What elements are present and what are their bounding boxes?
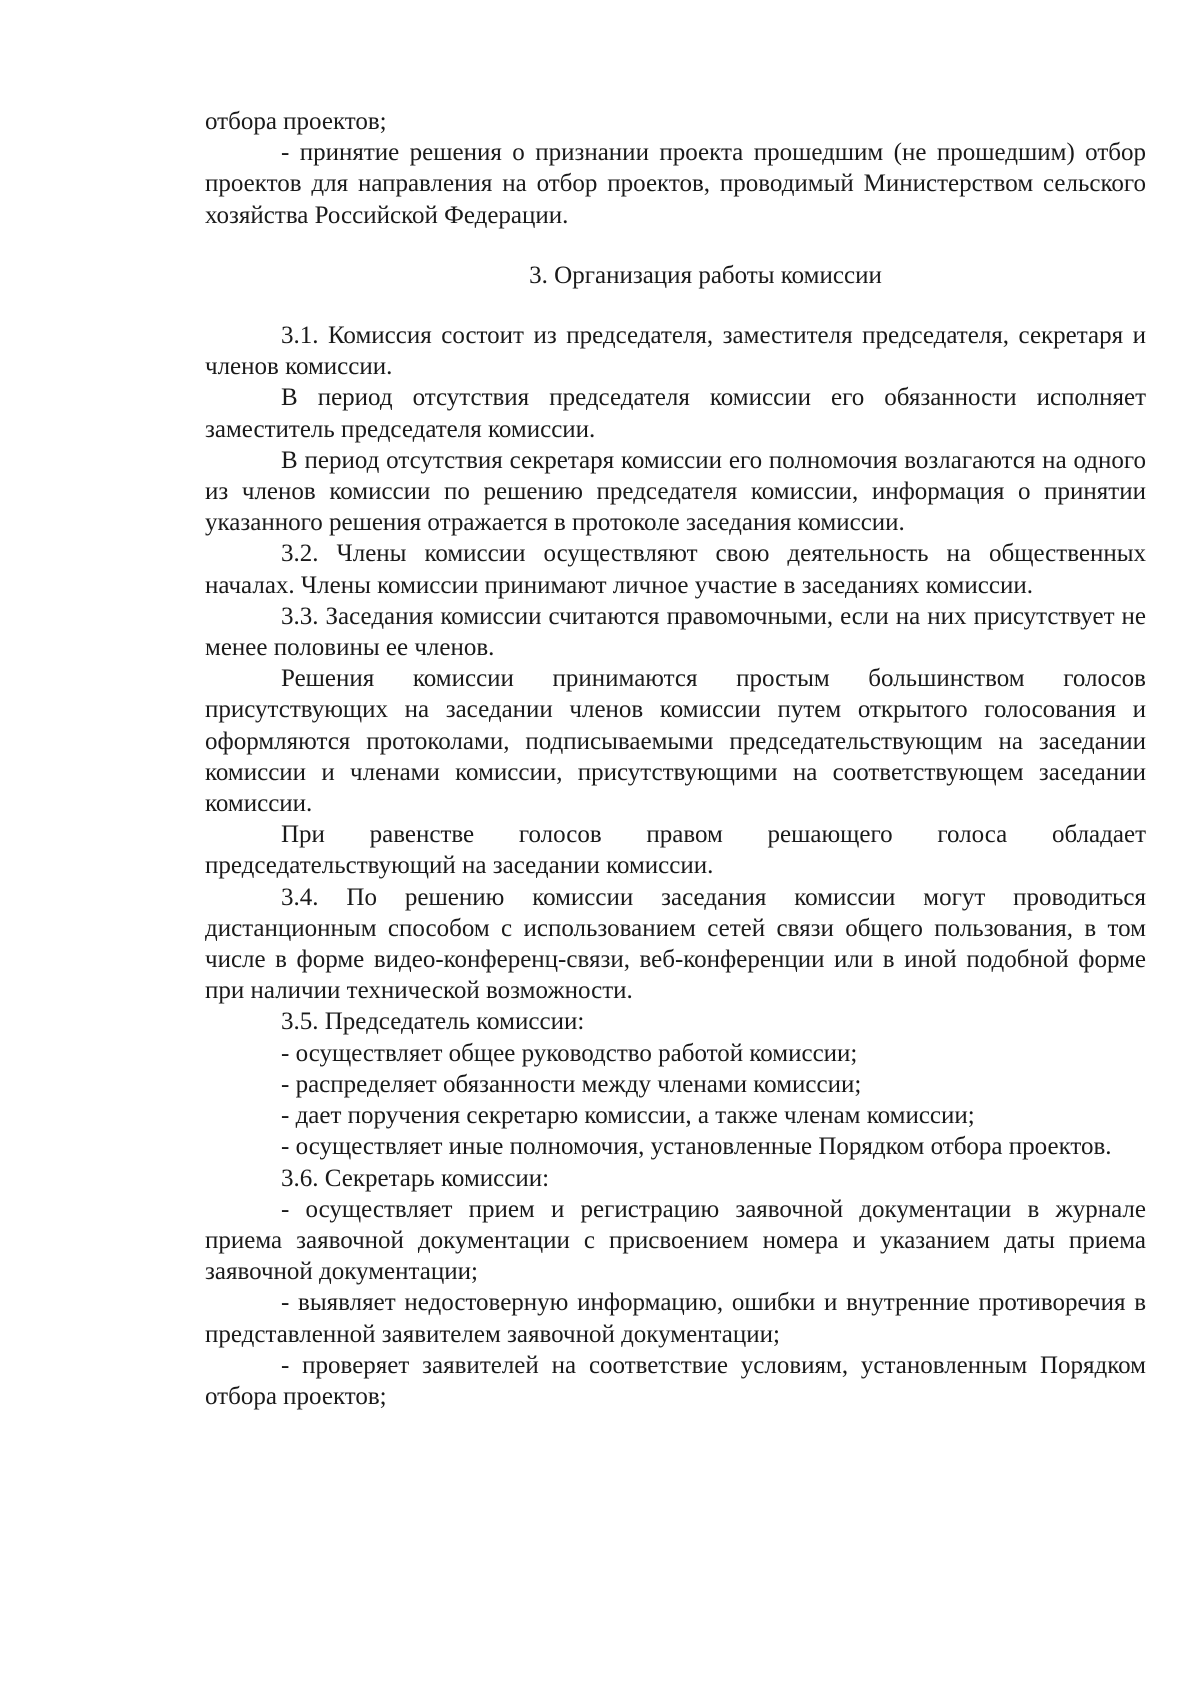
list-item-secretary-2: - выявляет недостоверную информацию, ошибки и внутренние противоречия в представленной заявителем заявочной документации; (205, 1289, 1146, 1348)
paragraph-3-5: 3.5. Председатель комиссии: (281, 1008, 585, 1036)
paragraph-continuation: отбора проектов; (205, 108, 387, 135)
list-item-chair-1: - осуществляет общее руководство работой комиссии; (281, 1039, 858, 1067)
paragraph-decision-item: - принятие решения о признании проекта прошедшим (не прошедшим) отбор проектов для направления на отбор проектов, проводимый Министерством сельского хозяйства Российской Федерации. (205, 139, 1146, 229)
paragraph-3-3: 3.3. Заседания комиссии считаются правомочными, если на них присутствует не менее половины ее членов. (205, 602, 1146, 662)
paragraph-secretary-absence: В период отсутствия секретаря комиссии его полномочия возлагаются на одного из членов комиссии по решению председателя комиссии, информация о принятии указанного решения отражается в протоколе заседания комиссии. (205, 446, 1146, 537)
list-item-secretary-3: - проверяет заявителей на соответствие условиям, установленным Порядком отбора проектов; (205, 1351, 1146, 1410)
paragraph-3-6: 3.6. Секретарь комиссии: (281, 1164, 550, 1192)
paragraph-decisions: Решения комиссии принимаются простым большинством голосов присутствующих на заседании членов комиссии путем открытого голосования и оформляются протоколами, подписываемыми председательствующим на заседании комиссии и членами комиссии, присутствующими на соответствующем заседании комиссии. (205, 665, 1146, 818)
list-item-chair-3: - дает поручения секретарю комиссии, а также членам комиссии; (281, 1102, 975, 1130)
list-item-chair-2: - распределяет обязанности между членами комиссии; (281, 1070, 862, 1098)
paragraph-tie-vote: При равенстве голосов правом решающего голоса обладает председательствующий на заседании комиссии. (205, 821, 1146, 880)
paragraph-chair-absence: В период отсутствия председателя комиссии его обязанности исполняет заместитель председателя комиссии. (205, 384, 1146, 443)
paragraph-3-2: 3.2. Члены комиссии осуществляют свою деятельность на общественных началах. Члены комиссии принимают личное участие в заседаниях комиссии. (205, 540, 1146, 599)
section-heading: 3. Организация работы комиссии (529, 261, 882, 289)
list-item-secretary-1: - осуществляет прием и регистрацию заявочной документации в журнале приема заявочной документации с присвоением номера и указанием даты приема заявочной документации; (205, 1195, 1146, 1286)
list-item-chair-4: - осуществляет иные полномочия, установленные Порядком отбора проектов. (281, 1133, 1112, 1161)
paragraph-3-4: 3.4. По решению комиссии заседания комиссии могут проводиться дистанционным способом с использованием сетей связи общего пользования, в том числе в форме видео-конференц-связи, веб-конференции или в иной подобной форме при наличии технической возможности. (205, 883, 1146, 1005)
document-page (205, 106, 1146, 1412)
paragraph-3-1: 3.1. Комиссия состоит из председателя, заместителя председателя, секретаря и членов комиссии. (205, 322, 1146, 381)
